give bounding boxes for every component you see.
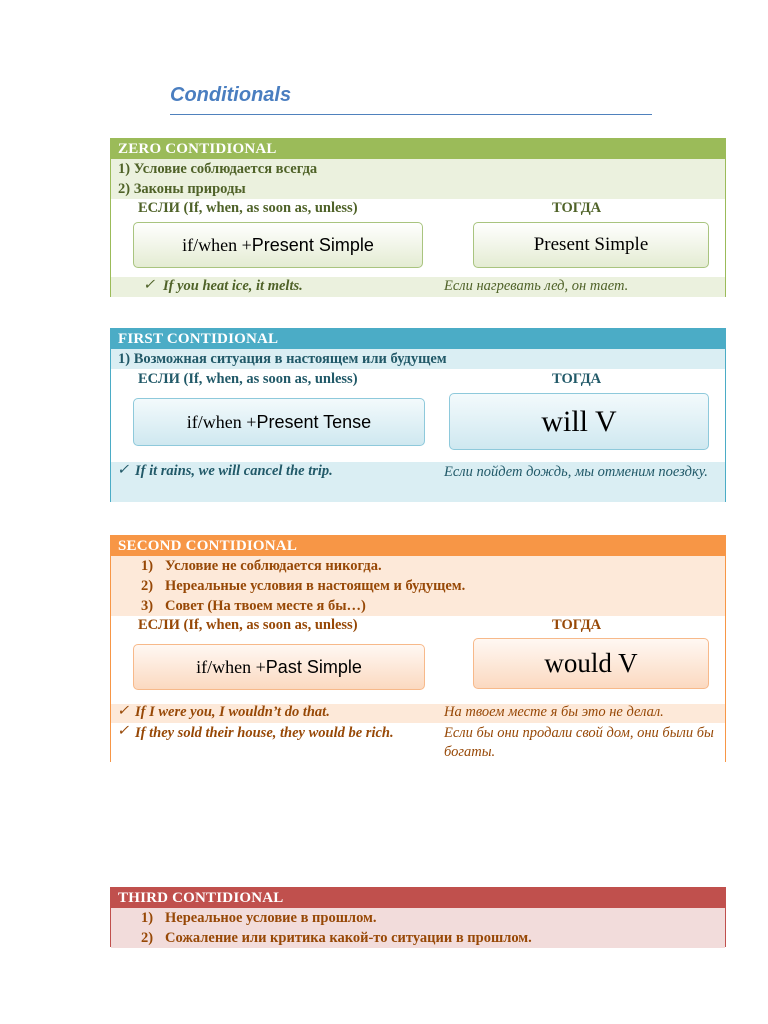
zero-example-en: If you heat ice, it melts. bbox=[163, 278, 303, 294]
second-conditional-section bbox=[110, 535, 726, 762]
second-then-formula-text: would V bbox=[544, 648, 638, 678]
third-point-2-num: 2) bbox=[141, 930, 154, 946]
second-if-formula-a: if/when + bbox=[196, 656, 266, 677]
page-title: Conditionals bbox=[170, 84, 292, 106]
zero-point-1: 1) Условие соблюдается всегда bbox=[118, 161, 318, 177]
first-header: FIRST CONTIDIONAL bbox=[111, 329, 725, 349]
title-underline bbox=[170, 114, 652, 115]
zero-if-label: ЕСЛИ (If, when, as soon as, unless) bbox=[138, 200, 358, 216]
first-example-ru: Если пойдет дождь, мы отменим поездку. bbox=[444, 464, 708, 480]
zero-point-2: 2) Законы природы bbox=[118, 181, 246, 197]
zero-points-band bbox=[111, 159, 725, 199]
second-header: SECOND CONTIDIONAL bbox=[111, 536, 725, 556]
second-if-formula bbox=[133, 644, 425, 690]
second-if-label: ЕСЛИ (If, when, as soon as, unless) bbox=[138, 617, 358, 633]
first-if-formula-a: if/when + bbox=[186, 411, 257, 432]
second-point-1-text: Условие не соблюдается никогда. bbox=[165, 558, 382, 574]
second-example-band-2 bbox=[111, 723, 725, 762]
zero-example-band bbox=[111, 277, 725, 297]
third-point-1-text: Нереальное условие в прошлом. bbox=[165, 910, 377, 926]
first-then-formula bbox=[449, 393, 709, 450]
second-point-2 bbox=[141, 578, 465, 595]
zero-then-formula-text: Present Simple bbox=[533, 234, 649, 255]
third-point-2 bbox=[141, 930, 532, 947]
second-point-1 bbox=[141, 558, 382, 575]
first-then-formula-text: will V bbox=[541, 404, 617, 438]
second-point-1-num: 1) bbox=[141, 558, 154, 574]
first-points-band bbox=[111, 349, 725, 369]
zero-then-formula bbox=[473, 222, 709, 268]
first-then-label: ТОГДА bbox=[552, 371, 602, 387]
second-check-icon-2: ✓ bbox=[117, 723, 130, 739]
first-conditional-section bbox=[110, 328, 726, 502]
second-if-formula-b: Past Simple bbox=[265, 656, 362, 677]
third-points-band bbox=[111, 908, 725, 948]
second-then-label: ТОГДА bbox=[552, 617, 602, 633]
third-point-2-text: Сожаление или критика какой-то ситуации в прошлом. bbox=[165, 930, 532, 946]
first-if-label: ЕСЛИ (If, when, as soon as, unless) bbox=[138, 371, 358, 387]
second-example-2-en: If they sold their house, they would be rich. bbox=[135, 725, 394, 741]
zero-if-formula-a: if/when + bbox=[182, 234, 252, 255]
first-if-formula bbox=[133, 398, 425, 446]
zero-example-ru: Если нагревать лед, он тает. bbox=[444, 278, 629, 294]
zero-header: ZERO CONTIDIONAL bbox=[111, 139, 725, 159]
second-example-band-1 bbox=[111, 704, 725, 723]
second-points-band bbox=[111, 556, 725, 616]
second-check-icon-1: ✓ bbox=[117, 703, 130, 719]
second-point-2-num: 2) bbox=[141, 578, 154, 594]
first-if-formula-b: Present Tense bbox=[256, 411, 372, 432]
zero-conditional-section bbox=[110, 138, 726, 297]
zero-then-label: ТОГДА bbox=[552, 200, 602, 216]
third-header: THIRD CONTIDIONAL bbox=[111, 888, 725, 908]
second-point-3 bbox=[141, 598, 366, 615]
zero-check-icon: ✓ bbox=[143, 277, 156, 293]
first-point-1: 1) Возможная ситуация в настоящем или будущем bbox=[118, 351, 447, 367]
second-then-formula bbox=[473, 638, 709, 689]
first-example-en: If it rains, we will cancel the trip. bbox=[135, 463, 333, 479]
third-point-1 bbox=[141, 910, 377, 927]
second-example-2-ru: Если бы они продали свой дом, они были бы богаты. bbox=[444, 725, 714, 760]
zero-if-formula bbox=[133, 222, 423, 268]
third-point-1-num: 1) bbox=[141, 910, 154, 926]
second-example-1-ru: На твоем месте я бы это не делал. bbox=[444, 704, 664, 720]
second-point-2-text: Нереальные условия в настоящем и будущем. bbox=[165, 578, 466, 594]
third-conditional-section bbox=[110, 887, 726, 947]
first-example-band bbox=[111, 462, 725, 502]
second-point-3-text: Совет (На твоем месте я бы…) bbox=[165, 598, 366, 614]
second-point-3-num: 3) bbox=[141, 598, 154, 614]
second-example-1-en: If I were you, I wouldn’t do that. bbox=[135, 704, 330, 720]
zero-if-formula-b: Present Simple bbox=[251, 234, 374, 255]
first-check-icon: ✓ bbox=[117, 462, 130, 478]
